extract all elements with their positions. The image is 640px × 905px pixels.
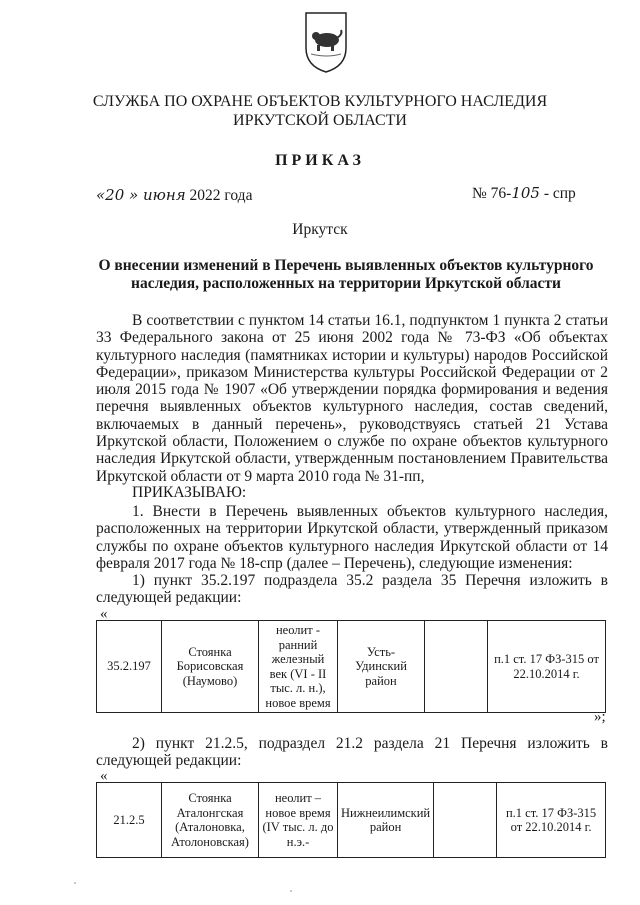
order-number	[472, 184, 576, 203]
open-quote-1: «	[100, 606, 108, 622]
cell-location: Нижнеилимский район	[338, 783, 434, 858]
table-row	[97, 783, 606, 858]
scan-speck	[74, 882, 76, 884]
agency-header	[0, 92, 640, 130]
cell-basis: п.1 ст. 17 ФЗ-315 от 22.10.2014 г.	[488, 621, 606, 713]
preamble	[96, 312, 608, 485]
date-year: 2022 года	[189, 187, 253, 204]
cell-date: неолит - ранний железный век (VI - II тыс. л. н.), новое время	[259, 621, 338, 713]
cell-name: Стоянка Борисовская (Наумово)	[162, 621, 259, 713]
city: Иркутск	[292, 221, 348, 238]
handwritten-date: «20 » июня	[96, 186, 186, 204]
order-word: ПРИКАЗЫВАЮ:	[132, 484, 247, 501]
register-table-1	[96, 620, 606, 713]
irkutsk-coat-of-arms-icon	[303, 10, 349, 74]
cell-date: неолит – новое время (IV тыс. л. до н.э.-	[259, 783, 338, 858]
cell-empty	[425, 621, 488, 713]
cell-number: 21.2.5	[97, 783, 162, 858]
order-subject	[96, 257, 596, 293]
subitem-1-text: 1) пункт 35.2.197 подраздела 35.2 раздела 35 Перечня изложить в следующей редакции:	[96, 572, 608, 607]
cell-name: Стоянка Аталонгская (Аталоновка, Атолоновская)	[162, 783, 259, 858]
agency-line-1: СЛУЖБА ПО ОХРАНЕ ОБЪЕКТОВ КУЛЬТУРНОГО НАСЛЕДИЯ	[92, 93, 548, 110]
subitem-2	[96, 735, 608, 770]
open-quote-2: «	[100, 768, 108, 784]
subject-line-1: О внесении изменений в Перечень выявленных объектов культурного	[98, 257, 594, 274]
cell-empty	[434, 783, 497, 858]
item-1-text: 1. Внести в Перечень выявленных объектов культурного наследия, расположенных на территории Иркутской области, утвержденный приказом службы по охране объектов культурного наследия Иркутской области от 14 февраля 2017 года № 18-спр (далее – Перечень), следующие изменения:	[96, 503, 608, 572]
agency-line-2: ИРКУТСКОЙ ОБЛАСТИ	[233, 112, 407, 129]
preamble-text: В соответствии с пунктом 14 статьи 16.1, подпунктом 1 пункта 2 статьи 33 Федерального закона от 25 июня 2002 года № 73-ФЗ «Об объектах культурного наследия (памятниках истории и культуры) народов Российской Федерации», приказом Министерства культуры Российской Федерации от 2 июля 2015 года № 1907 «Об утверждении порядка формирования и ведения перечня выявленных объектов культурного наследия, состав сведений, включаемых в данный перечень», руководствуясь статьей 21 Устава Иркутской области, Положением о службе по охране объектов культурного наследия Иркутской области, утвержденным постановлением Правительства Иркутской области от 9 марта 2010 года № 31-пп,	[96, 312, 608, 485]
table-row	[97, 621, 606, 713]
scan-speck	[290, 890, 292, 892]
subitem-1	[96, 572, 608, 607]
coat-of-arms	[303, 10, 349, 74]
order-date	[96, 186, 252, 205]
cell-basis: п.1 ст. 17 ФЗ-315 от 22.10.2014 г.	[497, 783, 606, 858]
cell-location: Усть-Удинский район	[338, 621, 425, 713]
order-number-suffix: - спр	[543, 185, 576, 202]
order-number-handwritten: 105	[511, 184, 540, 202]
document-type: ПРИКАЗ	[275, 152, 365, 169]
order-number-prefix: № 76-	[472, 185, 512, 202]
close-quote-1: »;	[594, 709, 606, 725]
subitem-2-text: 2) пункт 21.2.5, подраздел 21.2 раздела 21 Перечня изложить в следующей редакции:	[96, 735, 608, 770]
item-1	[96, 503, 608, 572]
subject-line-2: наследия, расположенных на территории Иркутской области	[131, 275, 561, 292]
register-table-2	[96, 782, 606, 858]
cell-number: 35.2.197	[97, 621, 162, 713]
